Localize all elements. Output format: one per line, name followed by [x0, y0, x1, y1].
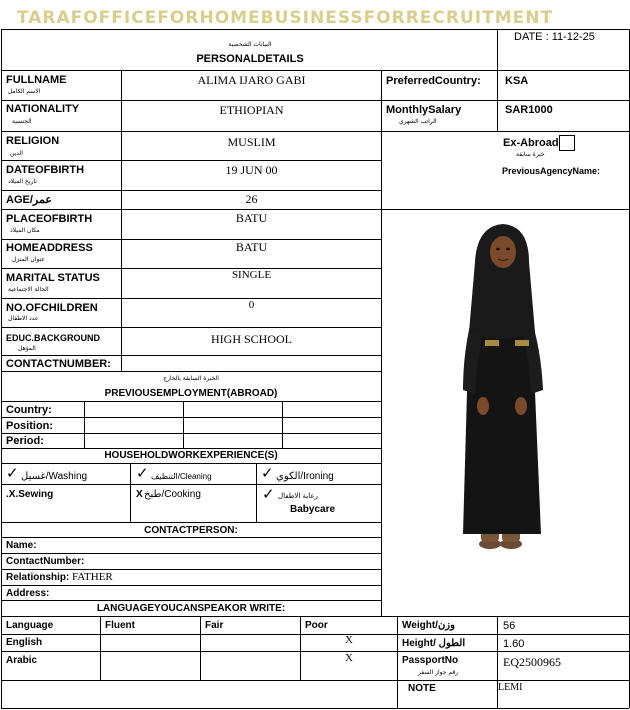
home-address-label: HOMEADDRESS — [6, 242, 93, 254]
ex-abroad-checkbox[interactable] — [559, 135, 575, 151]
religion-value: MUSLIM — [227, 135, 276, 149]
lang-header-fluent: Fluent — [105, 620, 135, 631]
ex-abroad-arabic: خبرة سابقة — [516, 151, 545, 158]
full-name-label: FULLNAME — [6, 74, 67, 86]
full-name-arabic: الاسم الكامل — [8, 88, 41, 95]
passport-arabic: رقم جواز السفر — [418, 669, 459, 676]
weight-label: Weight/وزن — [402, 620, 455, 631]
cooking-mark: X — [136, 489, 143, 500]
marital-status-arabic: الحالة الاجتماعية — [8, 286, 49, 293]
monthly-salary-value: SAR1000 — [505, 104, 553, 116]
previous-employment-title: PREVIOUSEMPLOYMENT(ABROAD) — [104, 388, 278, 399]
pob-arabic: مكان الميلاد — [10, 227, 40, 234]
prev-position-label: Position: — [6, 420, 54, 432]
nationality-value: ETHIOPIAN — [219, 103, 284, 117]
lang-header-language: Language — [6, 620, 54, 631]
children-label: NO.OFCHILDREN — [6, 302, 98, 314]
babycare-check-icon: ✓ — [262, 485, 275, 503]
contact-person-title: CONTACTPERSON: — [144, 525, 238, 536]
personal-details-title: PERSONALDETAILS — [196, 53, 304, 65]
nationality-arabic: الجنسية — [12, 118, 32, 125]
contact-name-label: Name: — [6, 540, 37, 551]
previous-employment-arabic: الخبرة السابقة بالخارج — [163, 375, 219, 382]
full-name-value: ALIMA IJARO GABI — [197, 73, 306, 87]
cleaning-label: التنظيف/Cleaning — [151, 472, 212, 481]
agency-title: TARAFOFFICEFORHOMEBUSINESSFORRECRUITMENT — [16, 8, 554, 28]
home-address-value: BATU — [235, 240, 268, 254]
dob-value: 19 JUN 00 — [225, 163, 278, 177]
preferred-country-label: PreferredCountry: — [386, 75, 481, 87]
contact-number-person-label: ContactNumber: — [6, 556, 85, 567]
lang-row-arabic: Arabic — [6, 655, 38, 666]
prev-period-label: Period: — [6, 435, 44, 447]
education-arabic: المؤهل — [18, 345, 36, 352]
arabic-poor-mark: X — [345, 652, 353, 664]
nationality-label: NATIONALITY — [6, 103, 80, 115]
note-label: NOTE — [408, 683, 436, 694]
contact-address-label: Address: — [6, 588, 50, 599]
contact-number-label: CONTACTNUMBER: — [6, 358, 111, 370]
household-title: HOUSEHOLDWORKEXPERIENCE(S) — [104, 450, 278, 461]
dob-arabic: تاريخ الميلاد — [8, 178, 37, 185]
education-label: EDUC.BACKGROUND — [6, 333, 100, 343]
pob-value: BATU — [235, 211, 268, 225]
children-value: 0 — [248, 299, 255, 311]
lang-header-poor: Poor — [305, 620, 328, 631]
babycare-arabic: رعاية الاطفال — [278, 492, 318, 500]
babycare-label: Babycare — [290, 504, 336, 515]
prev-country-label: Country: — [6, 404, 52, 416]
marital-status-label: MARITAL STATUS — [6, 272, 100, 284]
ironing-check-icon: ✓ — [261, 464, 274, 482]
children-arabic: عدد الاطفال — [8, 315, 39, 322]
home-address-arabic: عنوان المنزل — [12, 256, 45, 263]
age-label: AGE/عمر — [6, 194, 52, 206]
marital-status-value: SINGLE — [231, 269, 272, 281]
worker-photo — [455, 222, 565, 557]
relationship-label: Relationship: — [6, 572, 70, 583]
lang-row-english: English — [6, 637, 43, 648]
dob-label: DATEOFBIRTH — [6, 164, 85, 176]
monthly-salary-arabic: الراتب الشهري — [399, 118, 437, 125]
ex-abroad-label: Ex-Abroad — [503, 137, 559, 149]
ironing-label: الكوي/Ironing — [276, 471, 334, 482]
religion-label: RELIGION — [6, 135, 60, 147]
education-value: HIGH SCHOOL — [211, 332, 292, 346]
language-title: LANGUAGEYOUCANSPEAKOR WRITE: — [96, 603, 286, 614]
monthly-salary-label: MonthlySalary — [386, 104, 462, 116]
pob-label: PLACEOFBIRTH — [6, 213, 93, 225]
personal-details-arabic: البيانات الشخصية — [228, 41, 272, 48]
passport-value: EQ2500965 — [503, 655, 561, 669]
note-value: LEMI — [498, 682, 523, 693]
cleaning-check-icon: ✓ — [136, 464, 149, 482]
previous-agency-label: PreviousAgencyName: — [502, 166, 601, 176]
weight-value: 56 — [503, 620, 516, 632]
relationship-value: FATHER — [72, 571, 113, 583]
sewing-label: .X.Sewing — [6, 489, 54, 500]
lang-header-fair: Fair — [205, 620, 224, 631]
date-label: DATE : 11-12-25 — [514, 31, 595, 43]
washing-label: غسيل/Washing — [21, 471, 88, 482]
age-value: 26 — [245, 192, 258, 206]
height-label: Height/ الطول — [402, 638, 466, 649]
height-value: 1.60 — [503, 638, 525, 650]
passport-label: PassportNo — [402, 655, 459, 666]
washing-check-icon: ✓ — [6, 464, 19, 482]
english-poor-mark: X — [345, 634, 353, 646]
cooking-label: طبخ/Cooking — [144, 489, 201, 500]
religion-arabic: الدين — [10, 150, 23, 157]
preferred-country-value: KSA — [505, 75, 529, 87]
